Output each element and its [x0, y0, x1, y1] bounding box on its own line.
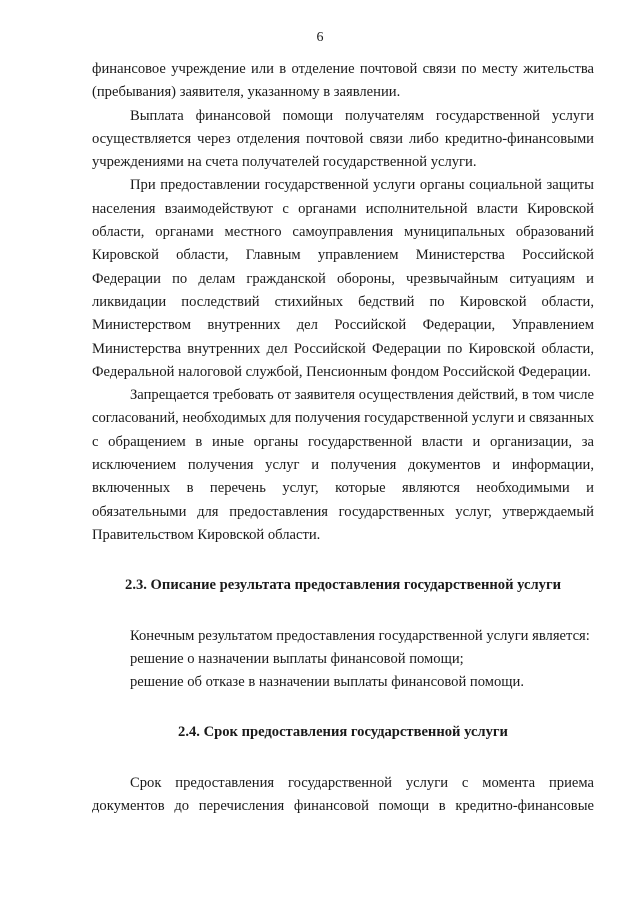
result-item-refusal: решение об отказе в назначении выплаты финансовой помощи.: [130, 674, 524, 691]
document-body: [92, 58, 594, 818]
paragraph-delivery-place: финансовое учреждение или в отделение почтовой связи по месту жительства (пребывания) заявителя, указанному в заявлении.: [92, 61, 594, 101]
section-2-4-heading: 2.4. Срок предоставления государственной услуги: [178, 724, 508, 741]
section-2-3-intro: Конечным результатом предоставления государственной услуги является:: [130, 627, 590, 644]
paragraph-payment-method: Выплата финансовой помощи получателям государственной услуги осуществляется через отделения почтовой связи либо кредитно-финансовыми учреждениями на счета получателей государственной услуги.: [92, 107, 594, 171]
section-2-4-text: Срок предоставления государственной услуги с момента приема документов до перечисления финансовой помощи в кредитно-финансовые: [92, 774, 594, 815]
paragraph-prohibition: Запрещается требовать от заявителя осуществления действий, в том числе согласований, необходимых для получения государственной услуги и связанных с обращением в иные органы государственной власти и организации, за исключением получения услуг и получения документов и информации, включенных в перечень услуг, которые являются необходимыми и обязательными для предоставления государственных услуг, утверждаемый Правительством Кировской области.: [92, 387, 594, 543]
result-item-approval: решение о назначении выплаты финансовой помощи;: [130, 650, 464, 667]
page-number: 6: [316, 30, 324, 45]
paragraph-interaction: При предоставлении государственной услуги органы социальной защиты населения взаимодействуют с органами исполнительной власти Кировской области, органами местного самоуправления муниципальных образований Кировской области, Главным управлением Министерства Российской Федерации по делам гражданской обороны, чрезвычайным ситуациям и ликвидации последствий стихийных бедствий по Кировской области, Министерством внутренних дел Российской Федерации, Управлением Министерства внутренних дел Российской Федерации по Кировской области, Федеральной налоговой службой, Пенсионным фондом Российской Федерации.: [92, 177, 594, 380]
section-2-3-heading: 2.3. Описание результата предоставления государственной услуги: [125, 577, 561, 594]
